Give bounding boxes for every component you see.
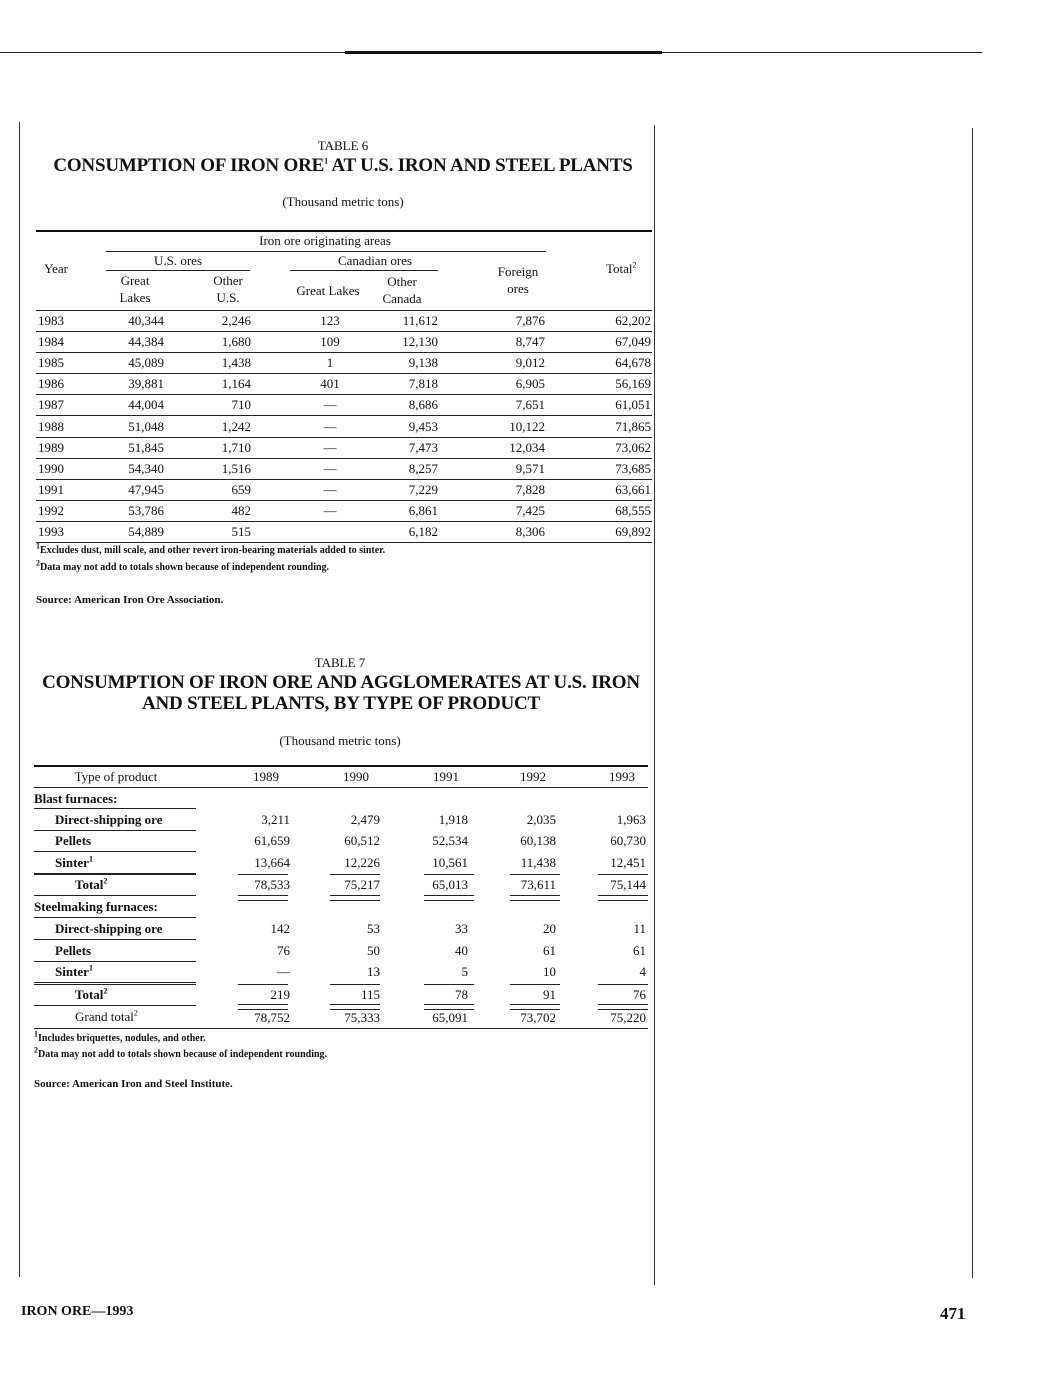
- running-footer: IRON ORE—1993: [21, 1304, 134, 1319]
- table7-cell: 142: [270, 921, 290, 936]
- top-rule-accent: [345, 51, 662, 54]
- table6-cell: —: [323, 397, 337, 412]
- table6-row-year: 1985: [38, 355, 64, 370]
- table6-row-year: 1984: [38, 334, 64, 349]
- table7-row-label: Sinter$^1$: [55, 854, 93, 870]
- table7-cell: 10: [543, 964, 556, 979]
- table7-cell: 1,918: [438, 812, 468, 827]
- table6-cell: 9,571: [515, 461, 545, 476]
- table7-cell: 115: [360, 987, 380, 1002]
- table6-cell: 9,012: [515, 355, 545, 370]
- table7-cell: 78: [455, 987, 468, 1002]
- table6-header-rule: [36, 310, 652, 311]
- table6-cell: 73,685: [615, 461, 651, 476]
- table7-cell: 12,451: [610, 855, 646, 870]
- table7-cell: 61: [543, 943, 556, 958]
- table6-row-rule: [36, 352, 652, 353]
- table6-cell: 7,425: [515, 503, 545, 518]
- table7-cell: 4: [639, 964, 646, 979]
- table7-sum-rule: [238, 874, 288, 875]
- table6-us-ores-rule: [106, 270, 250, 271]
- table6-cell: 7,828: [515, 482, 545, 497]
- table7-year-header: 1991: [433, 769, 459, 784]
- table6-cell: 482: [231, 503, 251, 518]
- table7-title: CONSUMPTION OF IRON ORE AND AGGLOMERATES AT U.S. IRON AND STEEL PLANTS, BY TYPE OF PRODUCT: [42, 672, 640, 714]
- table7-cell: 13: [367, 964, 380, 979]
- table6-cell: 8,257: [408, 461, 438, 476]
- table6-cell: 7,818: [408, 376, 438, 391]
- table6-cell: 39,881: [128, 376, 164, 391]
- table6-cell: 7,229: [408, 482, 438, 497]
- table7-top-rule: [34, 765, 648, 767]
- table6-foreign-header: Foreign ores: [497, 264, 539, 296]
- table7-label-rule: [34, 830, 196, 831]
- table6-cell: 67,049: [615, 334, 651, 349]
- table6-cell: 9,453: [408, 419, 438, 434]
- table6-row-year: 1987: [38, 397, 64, 412]
- table6-originating-rule: [106, 251, 546, 252]
- table7-cell: 73,702: [520, 1010, 556, 1025]
- table6-canadian-ores-rule: [290, 270, 438, 271]
- table7-sum-rule: [330, 984, 380, 985]
- table6-cell: 7,651: [515, 397, 545, 412]
- table6-cell: 47,945: [128, 482, 164, 497]
- table7-cell: 33: [455, 921, 468, 936]
- table6-cell: 8,306: [515, 524, 545, 539]
- table6-footnote-2: $^2$Data may not add to totals shown because of independent rounding.: [36, 558, 330, 573]
- table6-cell: 51,048: [128, 419, 164, 434]
- table7-cell: 2,035: [526, 812, 556, 827]
- table6-row-year: 1989: [38, 440, 64, 455]
- table6-cell: 123: [320, 313, 340, 328]
- table7-cell: 20: [543, 921, 556, 936]
- table6-row-rule: [36, 415, 652, 416]
- table6-row-rule: [36, 458, 652, 459]
- table7-cell: 91: [543, 987, 556, 1002]
- table7-row-label: Grand total$^2$: [75, 1008, 138, 1024]
- table6-cell: 401: [320, 376, 340, 391]
- table6-cell: 9,138: [408, 355, 438, 370]
- table6-other-canada-header: Other Canada: [382, 274, 422, 306]
- table6-cell: 1,680: [221, 334, 251, 349]
- table6-row-rule: [36, 479, 652, 480]
- table6-cell: 40,344: [128, 313, 164, 328]
- table7-cell: 11,438: [520, 855, 556, 870]
- table6-row-year: 1992: [38, 503, 64, 518]
- table6-great-lakes-header: Great Lakes: [119, 273, 151, 305]
- table7-row-label: Direct-shipping ore: [55, 812, 163, 827]
- table7-cell: 3,211: [261, 812, 290, 827]
- table6-cell: 1: [326, 355, 334, 370]
- table7-row-label: Pellets: [55, 943, 92, 958]
- table6-cell: 54,340: [128, 461, 164, 476]
- table7-cell: 78,752: [254, 1010, 290, 1025]
- table7-total-double-rule: [330, 895, 380, 901]
- table7-cell: 13,664: [254, 855, 290, 870]
- table7-cell: 60,138: [520, 833, 556, 848]
- table6-total-header: Total$^2$: [606, 260, 637, 276]
- table7-sum-rule: [424, 874, 474, 875]
- table6-cell: 54,889: [128, 524, 164, 539]
- table7-total-double-rule: [424, 895, 474, 901]
- table7-year-header: 1989: [253, 769, 279, 784]
- table7-cell: 1,963: [616, 812, 646, 827]
- table6-row-rule: [36, 394, 652, 395]
- table7-cell: 52,534: [432, 833, 468, 848]
- table7-type-header: Type of product: [74, 769, 158, 784]
- table7-cell: 61,659: [254, 833, 290, 848]
- table7-footnote-2: $^2$Data may not add to totals shown because of independent rounding.: [34, 1045, 328, 1060]
- table7-cell: 75,333: [344, 1010, 380, 1025]
- table6-top-rule: [36, 230, 652, 232]
- table6-row-year: 1983: [38, 313, 64, 328]
- table7-units: (Thousand metric tons): [279, 733, 401, 748]
- table6-cell: 6,905: [515, 376, 545, 391]
- table6-cell: 73,062: [615, 440, 651, 455]
- table7-year-header: 1990: [343, 769, 369, 784]
- table7-steel-header: Steelmaking furnaces:: [34, 899, 158, 914]
- table7-cell: 53: [367, 921, 380, 936]
- table7-label-rule: [34, 808, 196, 809]
- table6-cell: 710: [231, 397, 251, 412]
- table6-footnote-1: $^1$Excludes dust, mill scale, and other revert iron-bearing materials added to sinter.: [36, 541, 386, 556]
- table6-cell: 12,034: [509, 440, 545, 455]
- table7-header-rule: [34, 787, 648, 788]
- table6-cell: 62,202: [615, 313, 651, 328]
- table7-cell: 5: [461, 964, 468, 979]
- table7-cell: 73,611: [520, 877, 556, 892]
- table6-cell: 1,710: [221, 440, 251, 455]
- table7-sum-rule: [510, 984, 560, 985]
- table6-cell: 68,555: [615, 503, 651, 518]
- table7-cell: 76: [633, 987, 646, 1002]
- table7-blast-header: Blast furnaces:: [34, 791, 118, 806]
- table7-row-label: Total$^2$: [75, 986, 108, 1002]
- table6-cell: 1,242: [221, 419, 251, 434]
- page-number: 471: [940, 1304, 966, 1323]
- table6-cell: —: [323, 440, 337, 455]
- table6-row-year: 1991: [38, 482, 64, 497]
- table7-total-double-rule: [510, 895, 560, 901]
- table7-cell: 75,144: [610, 877, 646, 892]
- table7-cell: 2,479: [350, 812, 380, 827]
- table7-row-label: Pellets: [55, 833, 92, 848]
- table7-sum-rule: [510, 874, 560, 875]
- table7-sum-rule: [238, 984, 288, 985]
- table7-sum-rule: [598, 984, 648, 985]
- table7-label-rule: [34, 851, 196, 852]
- table7-total-double-rule: [598, 895, 648, 901]
- table7-label-rule: [34, 1005, 196, 1006]
- table6-cell: 6,861: [408, 503, 438, 518]
- table6-cell: 51,845: [128, 440, 164, 455]
- table7-cell: 10,561: [432, 855, 468, 870]
- table7-cell: 40: [455, 943, 468, 958]
- table7-label-rule: [34, 984, 196, 985]
- table6-cell: —: [323, 482, 337, 497]
- table6-label: TABLE 6: [317, 138, 369, 153]
- table7-sum-rule: [330, 874, 380, 875]
- table7-label-rule: [34, 961, 196, 962]
- table6-cell: 11,612: [402, 313, 438, 328]
- table7-cell: 12,226: [344, 855, 380, 870]
- table6-cell: 45,089: [128, 355, 164, 370]
- table6-bottom-rule: [36, 542, 652, 543]
- table6-source: Source: American Iron Ore Association.: [36, 594, 224, 606]
- table6-cell: 6,182: [408, 524, 438, 539]
- table6-cell: 8,747: [515, 334, 545, 349]
- table6-cell: 71,865: [615, 419, 651, 434]
- table7-label: TABLE 7: [314, 655, 366, 670]
- table6-cell: 69,892: [615, 524, 651, 539]
- table6-row-year: 1988: [38, 419, 64, 434]
- table7-source: Source: American Iron and Steel Institute.: [34, 1078, 233, 1090]
- table7-cell: 60,730: [610, 833, 646, 848]
- left-column-rule: [19, 122, 20, 1277]
- table7-bottom-rule: [34, 1028, 648, 1029]
- table6-cell: 1,438: [221, 355, 251, 370]
- table6-cell: 53,786: [128, 503, 164, 518]
- table7-row-label: Total$^2$: [75, 876, 108, 892]
- table7-cell: 60,512: [344, 833, 380, 848]
- table6-cell: 1,164: [221, 376, 251, 391]
- table7-label-rule: [34, 982, 196, 983]
- table6-cell: 56,169: [615, 376, 651, 391]
- table7-footnote-1: $^1$Includes briquettes, nodules, and other.: [34, 1029, 206, 1044]
- table7-row-label: Direct-shipping ore: [55, 921, 163, 936]
- table6-year-header: Year: [44, 261, 68, 276]
- table6-cell: 109: [320, 334, 340, 349]
- table7-total-double-rule: [238, 895, 288, 901]
- table6-canadian-ores-header: Canadian ores: [337, 253, 412, 268]
- table6-row-rule: [36, 521, 652, 522]
- table7-cell: 61: [633, 943, 646, 958]
- table7-cell: 219: [270, 987, 290, 1002]
- table7-cell: 50: [367, 943, 380, 958]
- table6-cell: 1,516: [221, 461, 251, 476]
- table7-sum-rule: [424, 984, 474, 985]
- table6-cell: 61,051: [615, 397, 651, 412]
- table6-cell: 7,473: [408, 440, 438, 455]
- table7-label-rule: [34, 939, 196, 940]
- table7-sum-rule: [598, 874, 648, 875]
- table6-cell: 12,130: [402, 334, 438, 349]
- table6-can-great-lakes-header: Great Lakes: [296, 283, 360, 298]
- table7-label-rule: [34, 874, 196, 875]
- table7-cell: 65,091: [432, 1010, 468, 1025]
- table6-cell: 10,122: [509, 419, 545, 434]
- table6-cell: 8,686: [408, 397, 438, 412]
- table7-label-rule: [34, 895, 196, 896]
- table6-row-year: 1990: [38, 461, 64, 476]
- table6-cell: 44,004: [128, 397, 164, 412]
- table7-year-header: 1993: [609, 769, 635, 784]
- table6-row-year: 1986: [38, 376, 64, 391]
- table6-row-rule: [36, 500, 652, 501]
- table7-cell: 75,220: [610, 1010, 646, 1025]
- table6-cell: 44,384: [128, 334, 164, 349]
- table6-cell: 2,246: [221, 313, 251, 328]
- table6-cell: —: [323, 503, 337, 518]
- table7-cell: 11: [633, 921, 646, 936]
- table6-title: CONSUMPTION OF IRON ORE$^1$ AT U.S. IRON AND STEEL PLANTS: [53, 155, 633, 176]
- table7-cell: —: [277, 964, 290, 979]
- table7-cell: 78,533: [254, 877, 290, 892]
- table6-cell: —: [323, 419, 337, 434]
- table7-cell: 76: [277, 943, 290, 958]
- table7-year-header: 1992: [520, 769, 546, 784]
- right-column-rule: [972, 128, 973, 1278]
- table6-row-rule: [36, 437, 652, 438]
- table6-cell: 515: [231, 524, 251, 539]
- table7-cell: 65,013: [432, 877, 468, 892]
- table6-cell: —: [323, 461, 337, 476]
- table7-label-rule: [34, 917, 196, 918]
- table6-cell: 7,876: [515, 313, 545, 328]
- table6-originating-header: Iron ore originating areas: [259, 233, 391, 248]
- table6-row-rule: [36, 331, 652, 332]
- table6-cell: 64,678: [615, 355, 651, 370]
- table6-units: (Thousand metric tons): [282, 194, 404, 209]
- table6-other-us-header: Other U.S.: [213, 273, 243, 305]
- table6-row-year: 1993: [38, 524, 64, 539]
- table7-row-label: Sinter$^1$: [55, 963, 93, 979]
- table6-cell: 659: [231, 482, 251, 497]
- table6-us-ores-header: U.S. ores: [153, 253, 203, 268]
- table6-cell: 63,661: [615, 482, 651, 497]
- table6-row-rule: [36, 373, 652, 374]
- table7-cell: 75,217: [344, 877, 380, 892]
